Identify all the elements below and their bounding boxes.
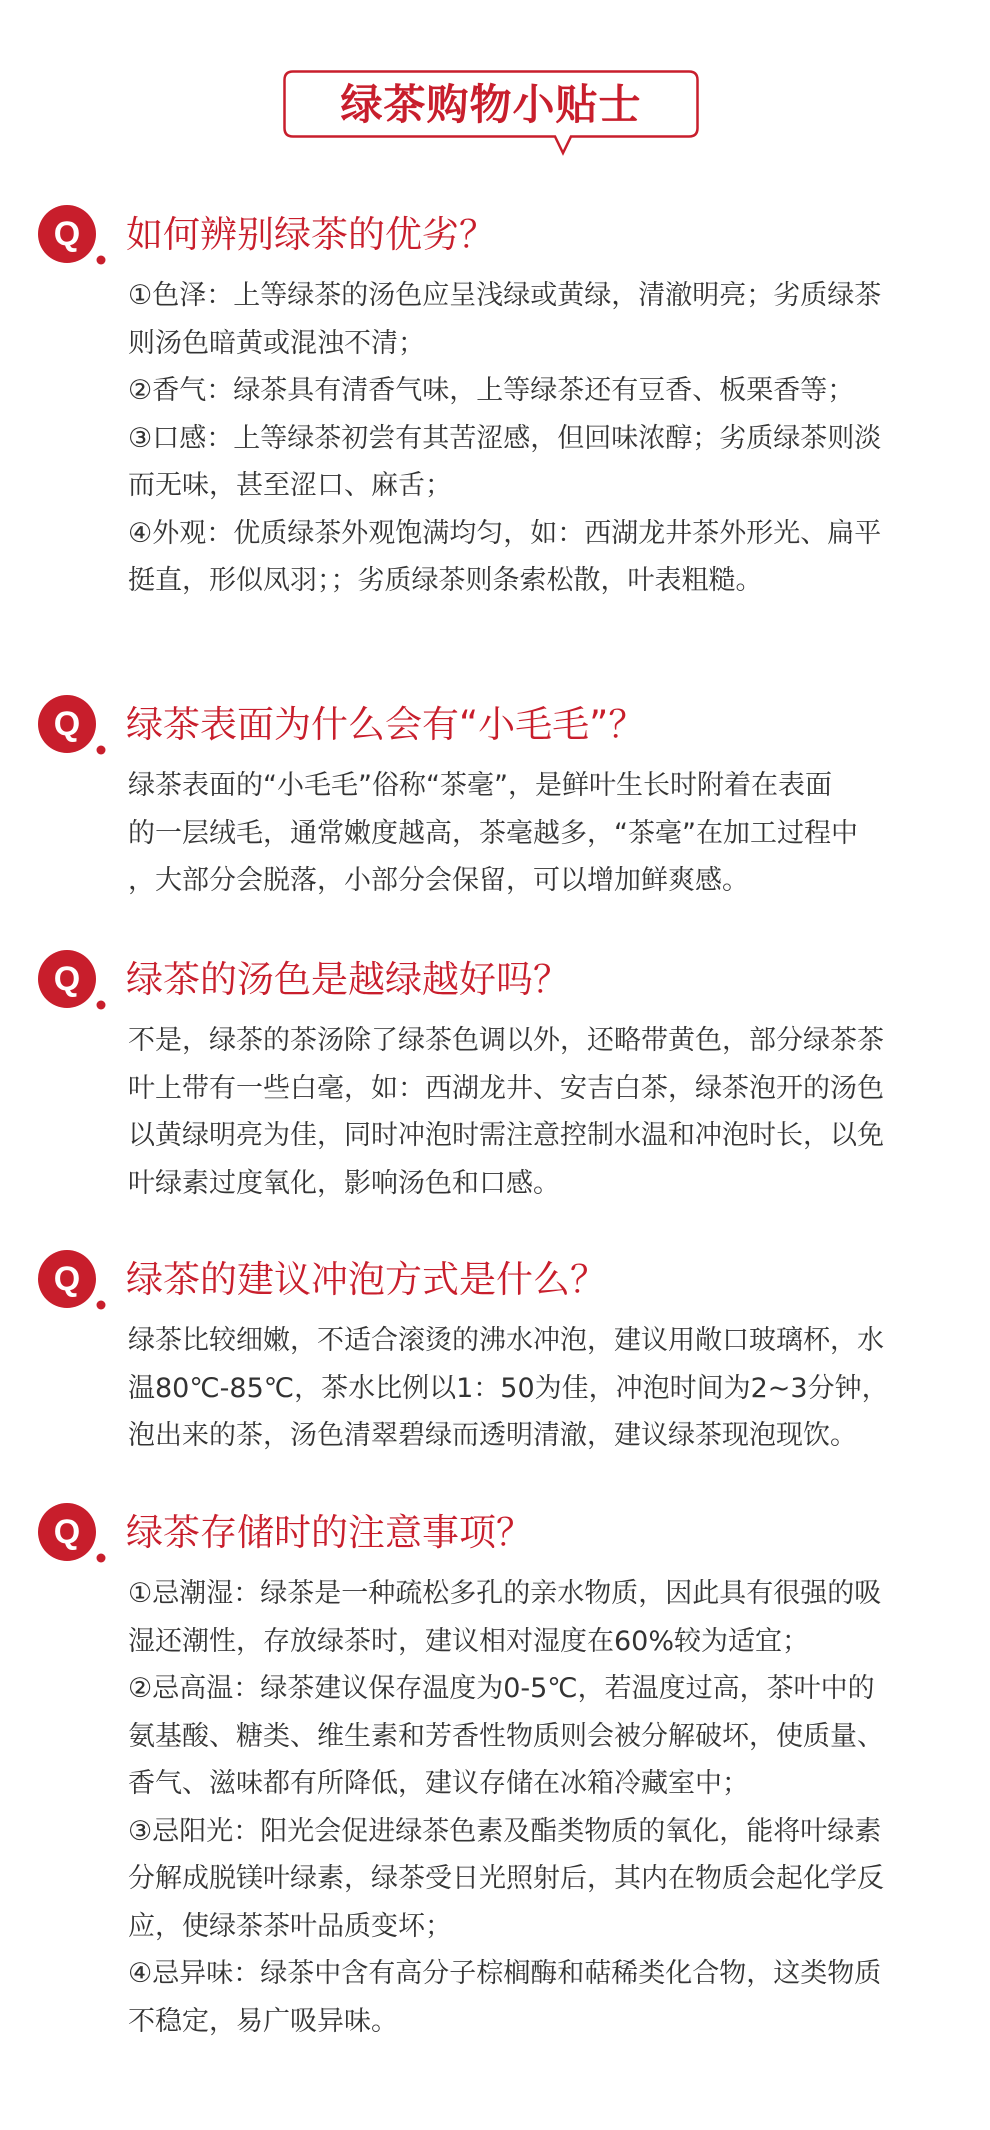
answer-line: ，大部分会脱落，小部分会保留，可以增加鲜爽感。 <box>128 865 749 896</box>
answer-line: ②忌高温：绿茶建议保存温度为0-5℃，若温度过高，茶叶中的 <box>128 1673 875 1704</box>
page-title: 绿茶购物小贴士 <box>340 80 642 129</box>
answer-line: 以黄绿明亮为佳，同时冲泡时需注意控制水温和冲泡时长，以免 <box>128 1120 884 1151</box>
answer-line: 挺直，形似凤羽；；劣质绿茶则条索松散，叶表粗糙。 <box>128 565 763 596</box>
answer-line: 温80℃-85℃，茶水比例以1：50为佳，冲泡时间为2~3分钟， <box>128 1372 889 1404</box>
answer-line: ④忌异味：绿茶中含有高分子棕榈酶和萜稀类化合物，这类物质 <box>128 1958 882 1989</box>
answer-text <box>128 1017 958 1207</box>
q-icon-letter: Q <box>53 215 81 253</box>
question-title: 绿茶的建议冲泡方式是什么？ <box>126 1258 607 1301</box>
answer-line: 绿茶比较细嫩，不适合滚烫的沸水冲泡，建议用敞口玻璃杯，水 <box>128 1325 884 1356</box>
faq-section-5 <box>38 1503 958 2063</box>
q-icon <box>38 1503 106 1567</box>
answer-line: 则汤色暗黄或混浊不清； <box>128 327 425 359</box>
faq-section-2 <box>38 695 958 915</box>
answer-line: 而无味，甚至涩口、麻舌； <box>128 470 452 501</box>
answer-line: 分解成脱镁叶绿素，绿茶受日光照射后，其内在物质会起化学反 <box>128 1863 884 1894</box>
q-icon <box>38 205 106 269</box>
q-icon <box>38 1250 106 1314</box>
answer-line: ②香气：绿茶具有清香气味，上等绿茶还有豆香、板栗香等； <box>128 375 855 406</box>
answer-text <box>128 1317 958 1460</box>
q-icon-letter: Q <box>53 1260 81 1298</box>
answer-line: 应，使绿茶茶叶品质变坏； <box>128 1910 452 1942</box>
answer-text <box>128 1570 958 2045</box>
answer-text <box>128 272 958 605</box>
answer-text <box>128 762 958 905</box>
answer-line: 氨基酸、糖类、维生素和芳香性物质则会被分解破坏，使质量、 <box>128 1720 884 1752</box>
answer-line: 不是，绿茶的茶汤除了绿茶色调以外，还略带黄色，部分绿茶茶 <box>128 1025 884 1056</box>
q-icon <box>38 950 106 1014</box>
q-icon-letter: Q <box>53 1513 81 1551</box>
answer-line: 叶绿素过度氧化，影响汤色和口感。 <box>128 1167 560 1199</box>
faq-section-1 <box>38 205 958 605</box>
answer-line: ①忌潮湿：绿茶是一种疏松多孔的亲水物质，因此具有很强的吸 <box>128 1578 882 1609</box>
answer-line: ①色泽：上等绿茶的汤色应呈浅绿或黄绿，清澈明亮；劣质绿茶 <box>128 280 882 311</box>
answer-line: 湿还潮性，存放绿茶时，建议相对湿度在60%较为适宜； <box>128 1625 810 1657</box>
question-title: 如何辨别绿茶的优劣？ <box>126 213 496 256</box>
question-title: 绿茶表面为什么会有“小毛毛”？ <box>126 703 646 746</box>
question-title: 绿茶的汤色是越绿越好吗？ <box>126 958 570 1001</box>
q-icon-letter: Q <box>53 960 81 998</box>
answer-line: ③忌阳光：阳光会促进绿茶色素及酯类物质的氧化，能将叶绿素 <box>128 1815 882 1847</box>
answer-line: 绿茶表面的“小毛毛”俗称“茶毫”，是鲜叶生长时附着在表面 <box>128 770 832 801</box>
answer-line: 香气、滋味都有所降低，建议存储在冰箱冷藏室中； <box>128 1768 749 1799</box>
q-icon <box>38 695 106 759</box>
question-title: 绿茶存储时的注意事项？ <box>126 1511 533 1554</box>
answer-line: 的一层绒毛，通常嫩度越高，茶毫越多，“茶毫”在加工过程中 <box>128 817 858 849</box>
answer-line: 叶上带有一些白毫，如：西湖龙井、安吉白茶，绿茶泡开的汤色 <box>128 1072 884 1104</box>
faq-section-3 <box>38 950 958 1210</box>
q-icon-letter: Q <box>53 705 81 743</box>
answer-line: 泡出来的茶，汤色清翠碧绿而透明清澈，建议绿茶现泡现饮。 <box>128 1420 857 1451</box>
faq-section-4 <box>38 1250 958 1470</box>
answer-line: ④外观：优质绿茶外观饱满均匀，如：西湖龙井茶外形光、扁平 <box>128 517 882 549</box>
answer-line: 不稳定，易广吸异味。 <box>128 2005 398 2037</box>
answer-line: ③口感：上等绿茶初尝有其苦涩感，但回味浓醇；劣质绿茶则淡 <box>128 422 882 454</box>
title-badge <box>283 70 699 139</box>
